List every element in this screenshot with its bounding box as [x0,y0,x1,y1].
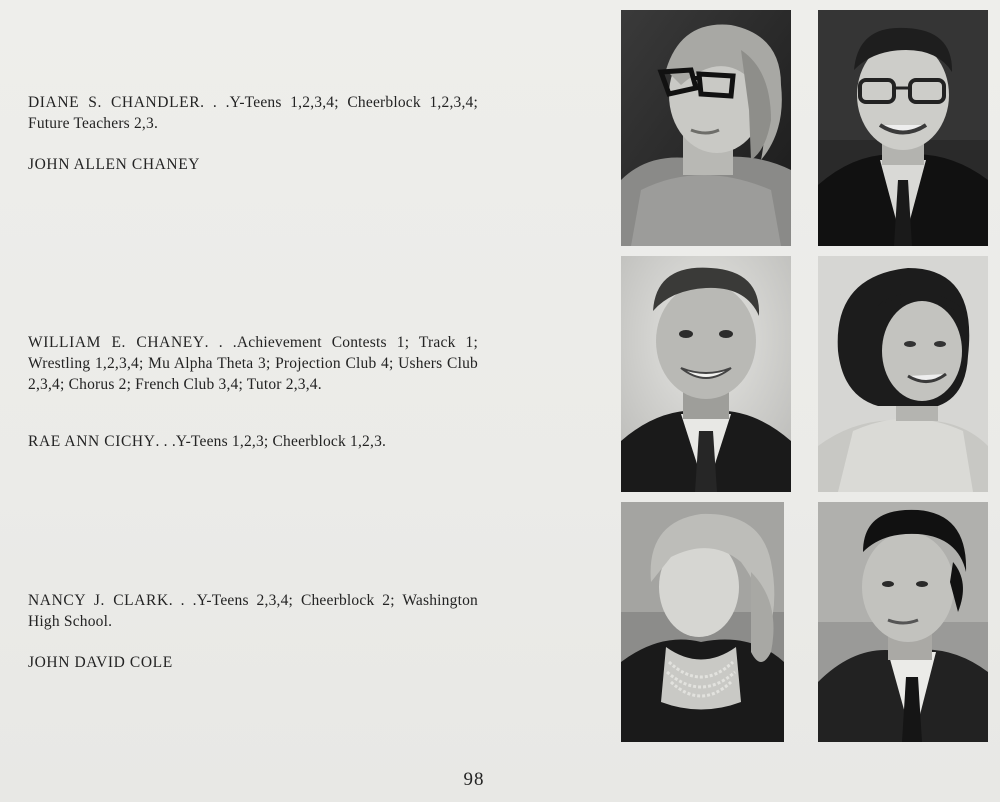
portrait-woman-glasses-icon [621,10,791,246]
name-separator: . . . [204,334,237,351]
student-activities: Y-Teens 1,2,3,4; Cheerblock 1,2,3,4; Future Teachers 2,3. [28,94,478,132]
name-separator: . . . [168,592,197,609]
name-separator: . . . [200,94,230,111]
portrait-man-profile-icon [818,502,988,742]
senior-entry-rae-ann-cichy [28,431,478,452]
student-name: RAE ANN CICHY [28,433,156,450]
portrait-woman-smiling-icon [818,256,988,492]
senior-entry-william-chaney [28,332,478,395]
name-separator: . . . [155,433,176,450]
portrait-man-glasses-icon [818,10,988,246]
senior-entry-john-david-cole [28,652,478,673]
page-number: 98 [463,769,485,790]
student-name: NANCY J. CLARK [28,592,169,609]
student-name: JOHN DAVID COLE [28,654,173,671]
portrait-man-smiling-icon [621,256,791,492]
student-activities: Y-Teens 1,2,3; Cheerblock 1,2,3. [175,433,387,450]
student-name: JOHN ALLEN CHANEY [28,156,201,173]
portrait-woman-necklace-icon [621,502,784,742]
senior-entry-diane-chandler [28,92,478,134]
senior-entry-john-allen-chaney [28,154,478,175]
student-activities: Achievement Contests 1; Track 1; Wrestling 1,2,3,4; Mu Alpha Theta 3; Projection Club 4; Ushers Club 2,3,4; Chorus 2; French Club 3,4; Tutor 2,3,4. [28,334,479,393]
student-activities: Y-Teens 2,3,4; Cheerblock 2; Washington High School. [28,592,478,630]
student-name: DIANE S. CHANDLER [28,94,201,111]
student-name: WILLIAM E. CHANEY [28,334,205,351]
senior-entry-nancy-clark [28,590,478,632]
